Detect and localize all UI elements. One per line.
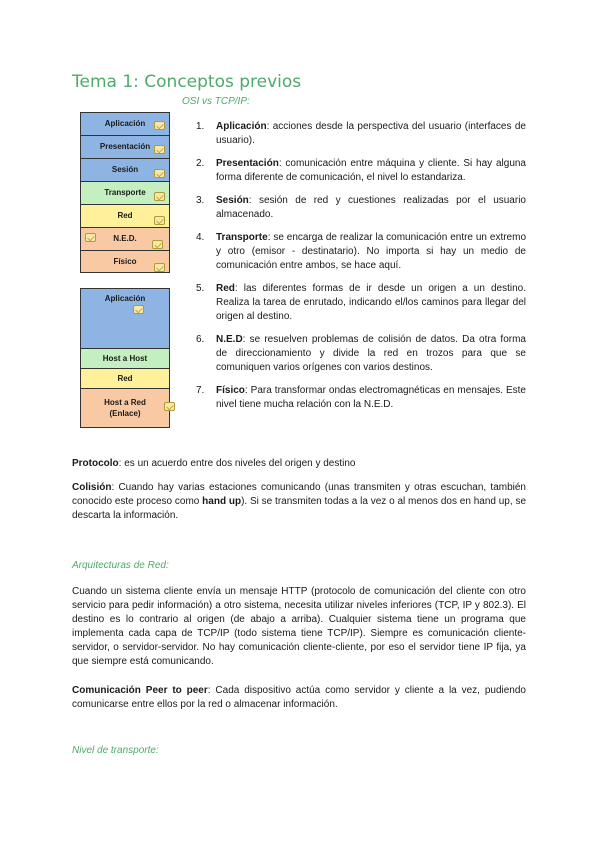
colision-text: : Cuando hay varias estaciones comunicando (unas transmiten y otras escuchan, también conocido este proceso como [72,482,526,507]
list-item [196,333,526,375]
tcpip-layer-sublabel: (Enlace) [109,409,141,418]
tcpip-layer-aplicacion [81,288,169,348]
envelope-icon [133,305,144,314]
osi-layer-presentacion [81,135,169,158]
list-number: 7. [196,385,205,396]
osi-layer-label: Aplicación [104,119,146,129]
list-item [196,384,526,412]
list-number: 6. [196,334,205,345]
tcpip-stack-diagram [80,288,170,428]
list-item [196,231,526,273]
osi-layer-label: Transporte [104,188,146,198]
colision-bold-term: hand up [202,496,242,507]
osi-layer-transporte [81,181,169,204]
tcpip-layer-host-a-red [81,388,169,428]
osi-layer-fisico [81,250,169,273]
tcpip-layer-label: Aplicación [104,294,146,303]
colision-paragraph [72,481,526,523]
list-number: 2. [196,158,205,169]
list-item-text [216,120,526,148]
nivel-transporte-heading: Nivel de transporte: [72,745,159,756]
envelope-icon [154,145,165,154]
colision-text-end: ). Si se transmiten todas a la vez o al menos dos en hand up, se descarta la información. [72,496,526,521]
list-description: : se encarga de realizar la comunicación entre un extremo y otro (emisor - destinatario). No importa si hay un medio de comunicación entre ambos, se hace aquí. [216,232,526,271]
list-item-text [216,282,526,324]
list-term: Presentación [216,158,279,169]
list-item-text [216,231,526,273]
list-item [196,157,526,185]
colision-term: Colisión [72,482,112,493]
list-description: : acciones desde la perspectiva del usuario (interfaces de usuario). [216,121,526,146]
list-item-text [216,333,526,375]
protocolo-paragraph [72,457,526,471]
list-term: Red [216,283,235,294]
list-term: Sesión [216,195,249,206]
osi-layer-label: Físico [113,256,137,266]
peer-text: : Cada dispositivo actúa como servidor y cliente a la vez, pudiendo comunicarse entre ellos por la red o almacenar información. [72,685,526,710]
envelope-icon [164,402,175,411]
envelope-icon [154,192,165,201]
envelope-icon [85,233,96,242]
list-term: N.E.D [216,334,243,345]
section-subtitle-osi-vs-tcpip: OSI vs TCP/IP: [182,96,250,107]
osi-layer-label: Presentación [99,142,151,152]
page-title: Tema 1: Conceptos previos [72,72,302,92]
envelope-icon [154,263,165,272]
list-description: : las diferentes formas de ir desde un origen a un destino. Realiza la tarea de enrutado, indicando el/los caminos para llegar del origen al destino. [216,283,526,322]
protocolo-term: Protocolo [72,458,119,469]
osi-layer-label: N.E.D. [113,234,137,244]
list-item [196,120,526,148]
list-description: : Para transformar ondas electromagnéticas en mensajes. Este nivel tiene mucha relación con la N.E.D. [216,385,526,410]
list-item-text [216,157,526,185]
list-item [196,194,526,222]
arquitecturas-heading: Arquitecturas de Red: [72,560,169,571]
envelope-icon [154,169,165,178]
list-description: : comunicación entre máquina y cliente. Si hay alguna forma diferente de comunicación, el nivel lo estandariza. [216,158,526,183]
list-item-text [216,384,526,412]
list-number: 1. [196,121,205,132]
list-item [196,282,526,324]
tcpip-layer-red [81,368,169,388]
osi-layer-label: Sesión [111,165,139,175]
list-item-text [216,194,526,222]
list-number: 4. [196,232,205,243]
osi-layer-red [81,204,169,227]
list-term: Transporte [216,232,268,243]
list-term: Físico [216,385,245,396]
list-number: 5. [196,283,205,294]
peer-paragraph [72,684,526,712]
osi-layer-aplicacion [81,112,169,135]
osi-layer-sesion [81,158,169,181]
osi-stack-diagram [80,112,170,273]
arquitecturas-paragraph: Cuando un sistema cliente envía un mensaje HTTP (protocolo de comunicación del cliente con otro servicio para pedir información) a otro sistema, necesita utilizar niveles inferiores (TCP, IP y 802.3). El destino es lo contrario al origen (de abajo a arriba). Cualquier sistema tiene un programa que implementa cada capa de TCP/IP (todo sistema tiene TCP/IP). Siempre es comunicación cliente-servidor, o servidor-servidor. No hay comunicación cliente-cliente, por eso el servidor tiene IP fija, ya que siempre está comunicando. [72,586,526,667]
envelope-icon [154,216,165,225]
peer-term: Comunicación Peer to peer [72,685,208,696]
tcpip-layer-host-a-host [81,348,169,368]
envelope-icon [152,240,163,249]
list-description: : se resuelven problemas de colisión de datos. Da otra forma de direccionamiento y divide la red en trozos para que se comuniquen varios orígenes con varios destinos. [216,334,526,373]
osi-layer-label: Red [117,211,133,221]
list-description: : sesión de red y cuestiones realizadas por el usuario almacenado. [216,195,526,220]
tcpip-layer-label: Host a Host [102,353,148,363]
list-number: 3. [196,195,205,206]
tcpip-layer-label: Red [117,373,133,383]
envelope-icon [154,121,165,130]
osi-layer-ned [81,227,169,250]
osi-layers-list [196,120,526,412]
tcpip-layer-label: Host a Red [104,397,146,407]
list-term: Aplicación [216,121,267,132]
protocolo-text: : es un acuerdo entre dos niveles del origen y destino [118,458,356,469]
